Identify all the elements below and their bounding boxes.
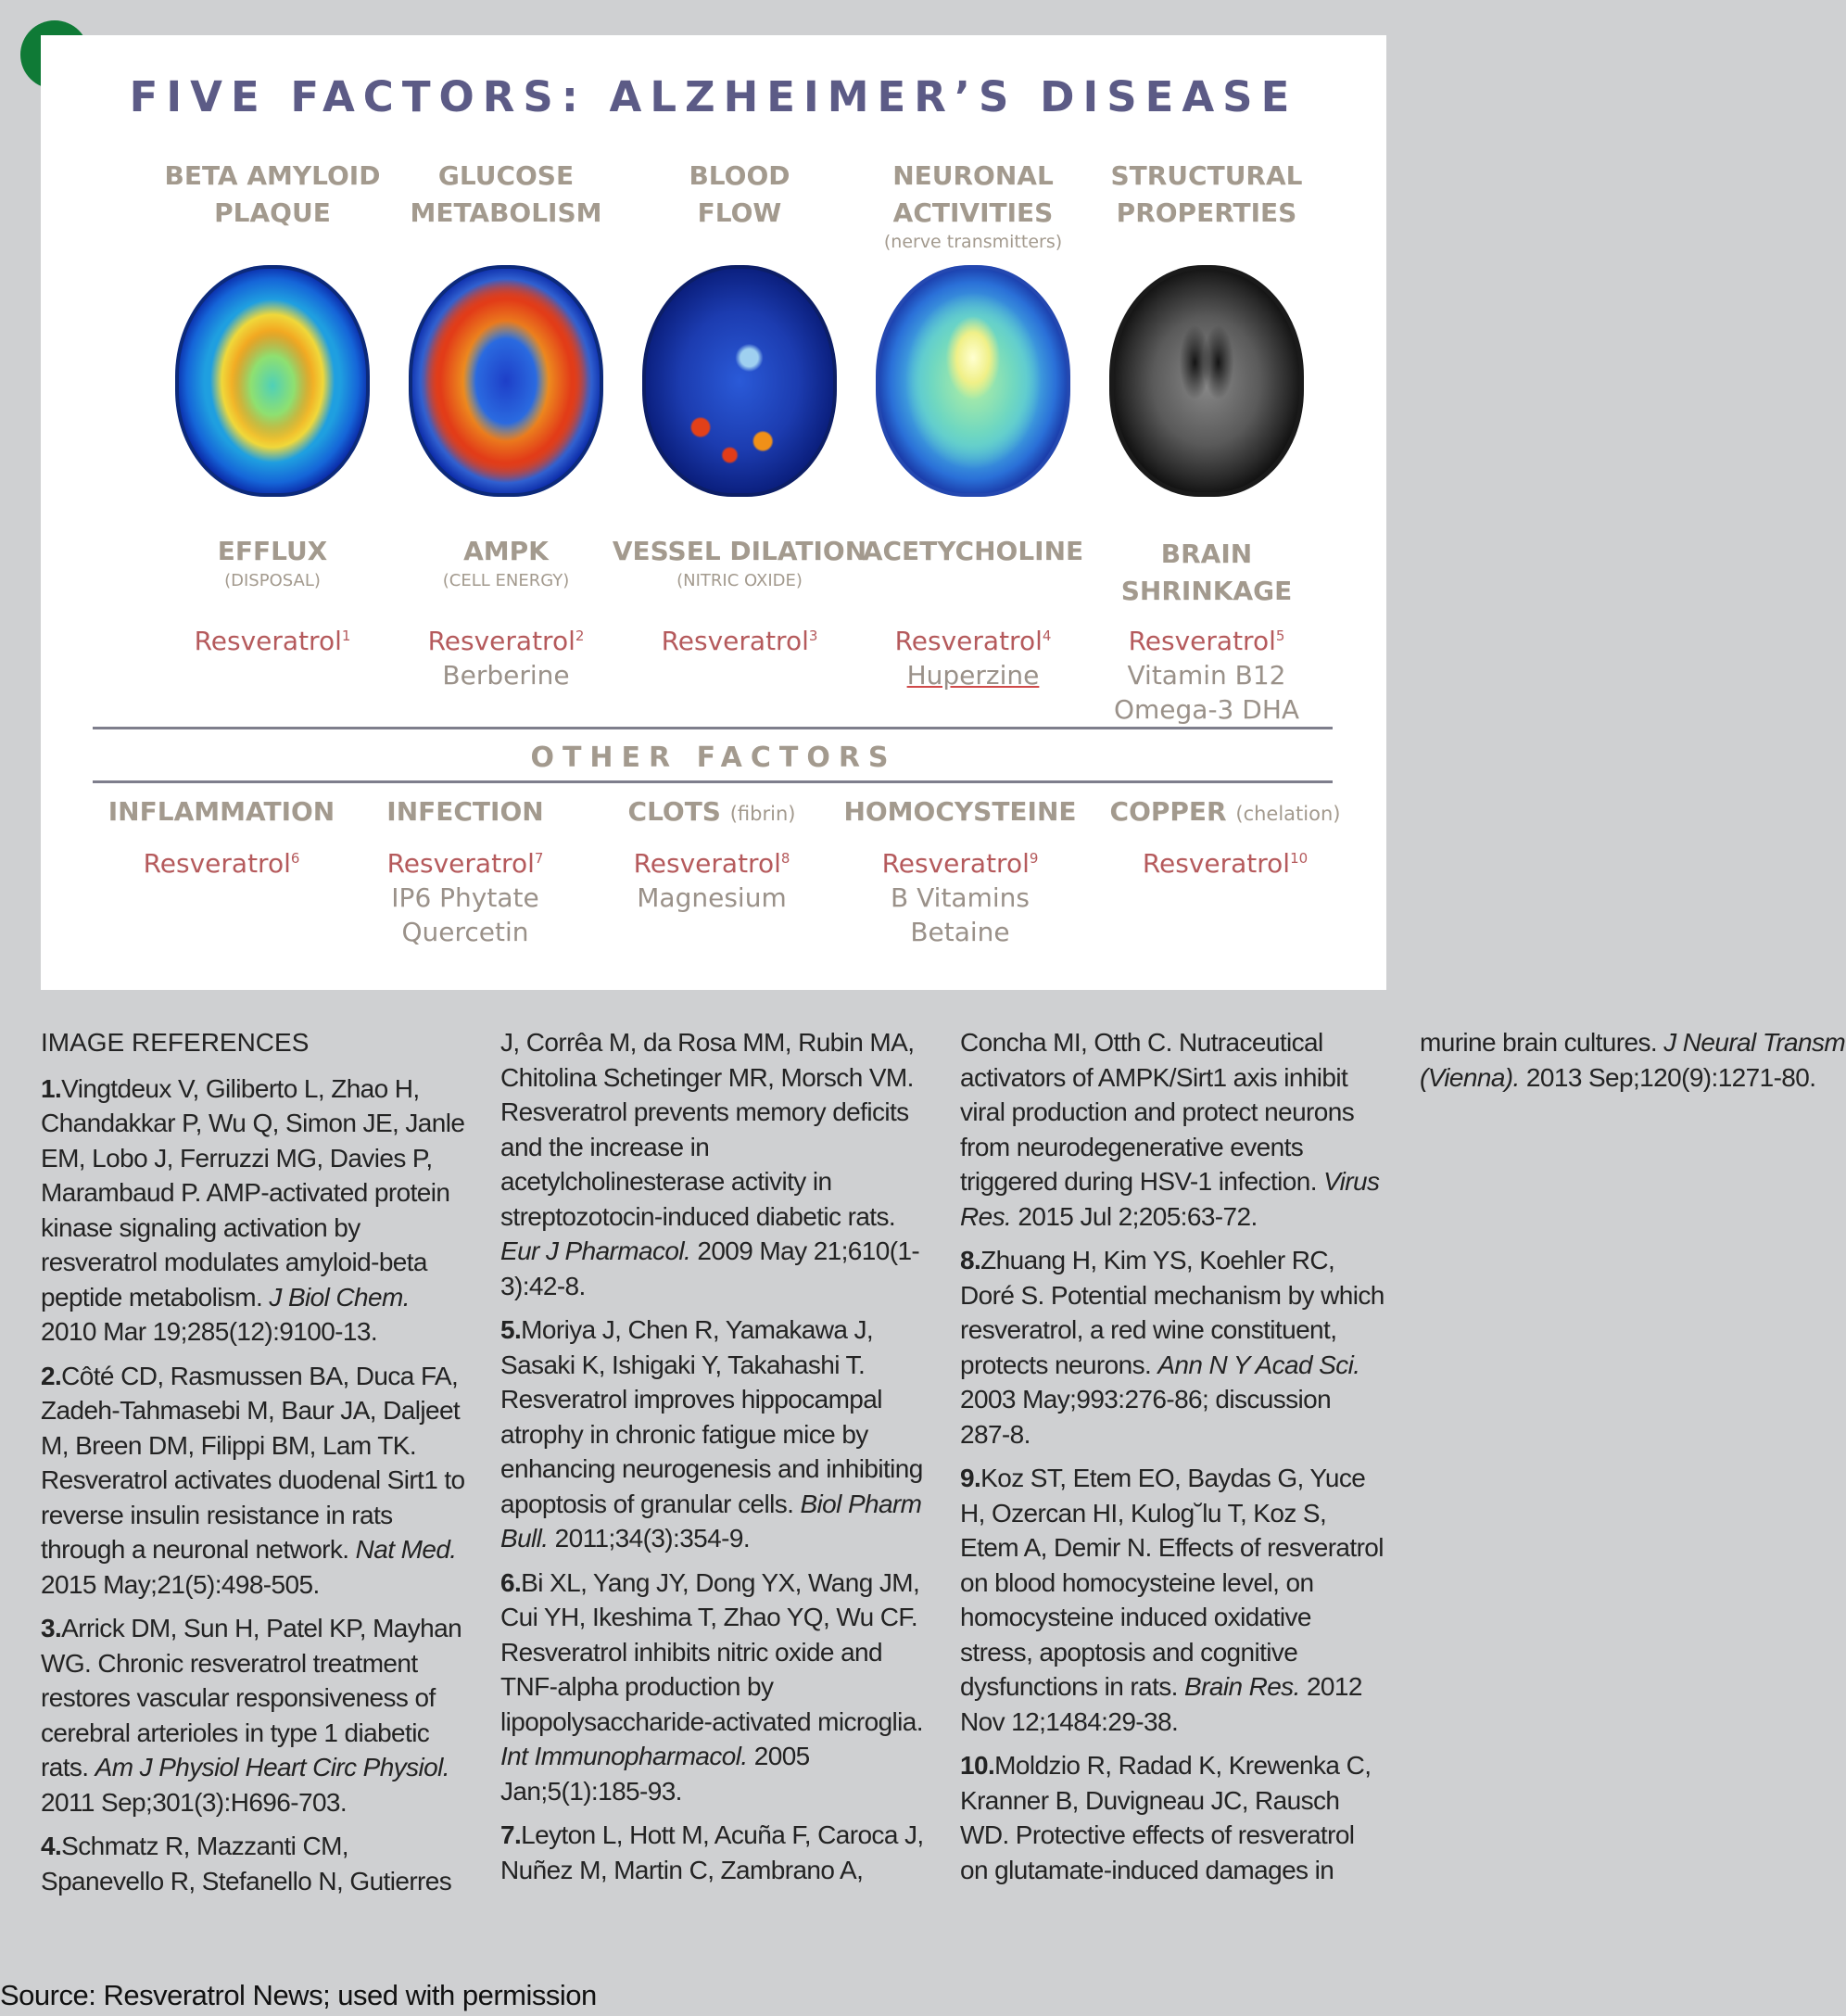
factor-mechanism: VESSEL DILATION — [612, 536, 867, 566]
treatment-label: Resveratrol — [143, 848, 291, 879]
amyloid-pet-scan-image — [175, 265, 370, 497]
factor-treatments — [610, 619, 869, 658]
treatment-extra: Huperzine — [906, 660, 1040, 691]
treatment-label: Resveratrol — [1142, 848, 1291, 879]
treatment-ref: 7 — [534, 850, 544, 867]
other-factor-name: INFECTION — [386, 796, 544, 827]
divider-rule — [93, 727, 1333, 729]
other-factor-name: INFLAMMATION — [107, 796, 335, 827]
references-heading: IMAGE REFERENCES — [41, 1028, 310, 1057]
other-factor-treatments — [345, 842, 586, 949]
reference-item: 6.Bi XL, Yang JY, Dong YX, Wang JM, Cui YH, Ikeshima T, Zhao YQ, Wu CF. Resveratrol inhibits nitric oxide and TNF-alpha production by lipopolysaccharide-activated microglia. Int Immunopharmacol. 2005 Jan;5(1):185-93. — [500, 1567, 923, 1806]
other-factor-treatments — [591, 842, 832, 915]
factor-title: NEURONAL ACTIVITIES — [892, 160, 1054, 228]
other-factor-note: (chelation) — [1235, 803, 1341, 825]
infographic-panel — [41, 35, 1386, 990]
other-factor-inflammation — [101, 793, 342, 881]
factor-subtitle: (nerve transmitters) — [883, 232, 1063, 252]
treatment-extra: IP6 Phytate — [391, 882, 539, 913]
other-factor-name: CLOTS (fibrin) — [627, 796, 796, 827]
treatment-label: Resveratrol — [661, 626, 809, 656]
divider-rule — [93, 780, 1333, 783]
treatment-ref: 1 — [341, 628, 351, 644]
reference-item: 9.Koz ST, Etem EO, Baydas G, Yuce H, Ozercan HI, Kulog˘lu T, Koz S, Etem A, Demir N. Effects of resveratrol on blood homocysteine level, on homocysteine induced oxidative stress, apoptosis and cognitive dysfunctions in rats. Brain Res. 2012 Nov 12;1484:29-38. — [960, 1464, 1384, 1736]
factor-title: BLOOD FLOW — [689, 160, 790, 228]
treatment-extra: Vitamin B12 — [1127, 660, 1286, 691]
treatment-ref: 6 — [290, 850, 300, 867]
factor-mechanism: BRAIN SHRINKAGE — [1120, 539, 1293, 606]
treatment-ref: 2 — [575, 628, 585, 644]
treatment-label: Resveratrol — [194, 626, 342, 656]
other-factor-infection — [345, 793, 586, 949]
other-factor-name: HOMOCYSTEINE — [843, 796, 1077, 827]
treatment-label: Resveratrol — [881, 848, 1030, 879]
factor-treatments — [1077, 619, 1336, 727]
infographic-title: FIVE FACTORS: ALZHEIMER’S DISEASE — [129, 72, 1298, 121]
factor-column-glucose — [386, 35, 626, 758]
treatment-extra: Betaine — [910, 917, 1010, 947]
factor-column-neuronal — [853, 35, 1094, 758]
treatment-label: Resveratrol — [894, 626, 1043, 656]
treatment-ref: 3 — [808, 628, 818, 644]
factor-mechanism-note: (NITRIC OXIDE) — [676, 571, 803, 590]
other-factor-treatments — [101, 842, 342, 881]
factor-treatments — [143, 619, 402, 658]
other-factor-treatments — [840, 842, 1081, 949]
reference-item: 2.Côté CD, Rasmussen BA, Duca FA, Zadeh-Tahmasebi M, Baur JA, Daljeet M, Breen DM, Filippi BM, Lam TK. Resveratrol activates duodenal Sirt1 to reverse insulin resistance in rats through a neuronal network. Nat Med. 2015 May;21(5):498-505. — [41, 1361, 465, 1599]
treatment-label: Resveratrol — [1128, 626, 1276, 656]
treatment-ref: 10 — [1290, 850, 1309, 867]
factor-title: BETA AMYLOID PLAQUE — [164, 160, 381, 228]
glucose-pet-scan-image — [409, 265, 603, 497]
treatment-extra: B Vitamins — [891, 882, 1030, 913]
reference-item: 8.Zhuang H, Kim YS, Koehler RC, Doré S. Potential mechanism by which resveratrol, a red wine constituent, protects neurons. Ann N Y Acad Sci. 2003 May;993:276-86; discussion 287-8. — [960, 1246, 1384, 1449]
other-factor-homocysteine — [840, 793, 1081, 949]
treatment-label: Resveratrol — [633, 848, 781, 879]
other-factor-note: (fibrin) — [729, 803, 796, 825]
reference-item: 4.Schmatz R, Mazzanti CM, Spanevello R, Stefanello N, Gutierres J, Corrêa M, da Rosa MM, Rubin MA, Chitolina Schetinger MR, Morsch VM. Resveratrol prevents memory deficits and the increase in acetylcholinesterase activity in streptozotocin-induced diabetic rats. Eur J Pharmacol. 2009 May 21;610(1-3):42-8. — [41, 1028, 920, 1896]
other-factor-name: COPPER (chelation) — [1109, 796, 1341, 827]
reference-item: 1.Vingtdeux V, Giliberto L, Zhao H, Chandakkar P, Wu Q, Simon JE, Janle EM, Lobo J, Ferruzzi MG, Davies P, Marambaud P. AMP-activated protein kinase signaling activation by resveratrol modulates amyloid-beta peptide metabolism. J Biol Chem. 2010 Mar 19;285(12):9100-13. — [41, 1073, 465, 1346]
image-references — [41, 1025, 1846, 1906]
other-factor-treatments — [1086, 842, 1364, 881]
treatment-label: Resveratrol — [386, 848, 535, 879]
factor-title: GLUCOSE METABOLISM — [410, 160, 602, 228]
factor-treatments — [376, 619, 636, 692]
factor-mechanism: EFFLUX — [217, 536, 328, 566]
factor-column-beta-amyloid — [152, 35, 393, 758]
factor-treatments — [843, 619, 1103, 692]
other-factors-title: OTHER FACTORS — [530, 742, 897, 774]
reference-item: 5.Moriya J, Chen R, Yamakawa J, Sasaki K, Ishigaki Y, Takahashi T. Resveratrol improves hippocampal atrophy in chronic fatigue mice by enhancing neurogenesis and inhibiting apoptosis of granular cells. Biol Pharm Bull. 2011;34(3):354-9. — [500, 1315, 923, 1553]
factor-mechanism: ACETYCHOLINE — [862, 536, 1084, 566]
treatment-extra: Omega-3 DHA — [1113, 694, 1300, 725]
treatment-ref: 5 — [1275, 628, 1285, 644]
reference-item: 7.Leyton L, Hott M, Acuña F, Caroca J, Nuñez M, Martin C, Zambrano A, Concha MI, Otth C. Nutraceutical activators of AMPK/Sirt1 axis inhibit viral production and protect neurons from neurodegenerative events triggered during HSV-1 infection. Virus Res. 2015 Jul 2;205:63-72. — [500, 1028, 1380, 1884]
factor-mechanism-note: (DISPOSAL) — [224, 571, 321, 590]
treatment-ref: 9 — [1029, 850, 1039, 867]
other-factor-copper — [1086, 793, 1364, 881]
factor-column-structural — [1086, 35, 1327, 758]
source-credit: Source: Resveratrol News; used with permission — [0, 1979, 597, 2011]
neuronal-activity-scan-image — [876, 265, 1070, 497]
factor-mechanism-note: (CELL ENERGY) — [442, 571, 570, 590]
reference-item: 3.Arrick DM, Sun H, Patel KP, Mayhan WG. Chronic resveratrol treatment restores vascular responsiveness of cerebral arterioles in type 1 diabetic rats. Am J Physiol Heart Circ Physiol. 2011 Sep;301(3):H696-703. — [41, 1614, 462, 1817]
other-factor-clots — [591, 793, 832, 915]
mri-structural-scan-image — [1109, 265, 1304, 497]
factor-title: STRUCTURAL PROPERTIES — [1110, 160, 1303, 228]
reference-item: 10.Moldzio R, Radad K, Krewenka C, Kranner B, Duvigneau JC, Rausch WD. Protective effects of resveratrol on glutamate-induced damages in murine brain cultures. J Neural Transm (Vienna). 2013 Sep;120(9):1271-80. — [960, 1028, 1846, 1884]
treatment-extra: Quercetin — [401, 917, 529, 947]
blood-flow-scan-image — [642, 265, 837, 497]
treatment-ref: 8 — [780, 850, 790, 867]
treatment-extra: Berberine — [442, 660, 570, 691]
treatment-ref: 4 — [1042, 628, 1052, 644]
factor-mechanism: AMPK — [463, 536, 549, 566]
treatment-extra: Magnesium — [637, 882, 787, 913]
treatment-label: Resveratrol — [427, 626, 575, 656]
factor-column-blood-flow — [612, 35, 867, 758]
